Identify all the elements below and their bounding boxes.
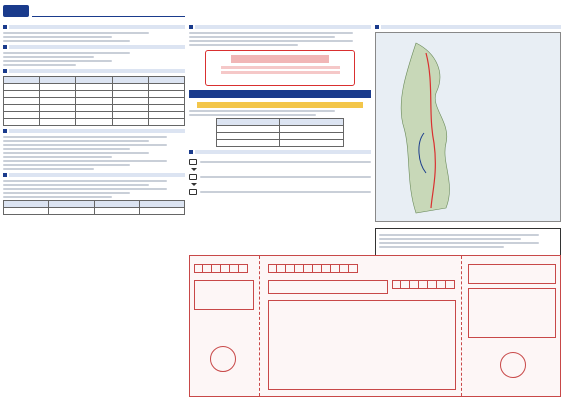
text-line: [3, 60, 112, 62]
slip-receipt-stub: [190, 256, 260, 396]
entry-deadline-box: [205, 50, 355, 86]
text-line: [189, 44, 298, 46]
text-line: [379, 238, 521, 240]
slip-payee-copy: [464, 256, 560, 396]
text-line: [3, 196, 112, 198]
procedure-step: [189, 159, 371, 165]
slip-main-form: [262, 256, 462, 396]
postmark-circle: [210, 346, 236, 372]
section-heading: [3, 68, 185, 74]
arrow-down-icon: [191, 183, 197, 186]
text-line: [3, 56, 94, 58]
left-column: [3, 22, 185, 396]
map-title-box: [476, 41, 556, 101]
text-line: [3, 180, 167, 182]
time-limit-table: [3, 200, 185, 215]
amount-boxes[interactable]: [392, 280, 455, 289]
text-line: [3, 168, 94, 170]
section-heading: [3, 24, 185, 30]
brochure-title: [32, 5, 185, 17]
procedure-steps: [189, 159, 371, 195]
text-line: [3, 156, 112, 158]
section-heading: [3, 44, 185, 50]
text-line: [3, 32, 149, 34]
text-line: [3, 64, 76, 66]
payee-field[interactable]: [268, 280, 388, 294]
postal-transfer-slip: [189, 255, 561, 397]
text-line: [3, 148, 130, 150]
text-line: [379, 234, 539, 236]
section-heading: [3, 172, 185, 178]
section-heading: [375, 24, 561, 30]
web-entry-banner: [189, 90, 371, 98]
text-line: [189, 110, 335, 112]
text-line: [3, 36, 112, 38]
text-line: [3, 52, 130, 54]
edition-badge: [3, 5, 29, 17]
text-line: [3, 40, 130, 42]
entry-fee-table: [216, 118, 343, 147]
text-line: [3, 192, 130, 194]
remitter-field[interactable]: [268, 300, 456, 390]
text-line: [3, 160, 167, 162]
text-line: [3, 188, 167, 190]
text-line: [3, 164, 130, 166]
text-line: [3, 152, 149, 154]
deadline-line: [221, 66, 340, 69]
deadline-line: [221, 71, 340, 74]
web-entry-url[interactable]: [197, 102, 363, 108]
procedure-step: [189, 174, 371, 180]
postmark-circle: [500, 352, 526, 378]
section-heading: [189, 149, 371, 155]
procedure-step: [189, 189, 371, 195]
text-line: [379, 246, 504, 248]
brochure-header: [3, 3, 185, 19]
arrow-down-icon: [191, 168, 197, 171]
text-line: [3, 140, 149, 142]
text-line: [3, 144, 167, 146]
text-line: [379, 242, 539, 244]
text-line: [189, 114, 316, 116]
text-line: [3, 184, 149, 186]
course-map: [375, 32, 561, 222]
account-number-boxes[interactable]: [268, 264, 358, 273]
deadline-headline: [231, 55, 329, 63]
text-line: [189, 40, 353, 42]
text-line: [189, 36, 335, 38]
text-line: [189, 32, 353, 34]
section-heading: [189, 24, 371, 30]
category-fee-table: [3, 76, 185, 126]
text-line: [3, 136, 167, 138]
section-heading: [3, 128, 185, 134]
